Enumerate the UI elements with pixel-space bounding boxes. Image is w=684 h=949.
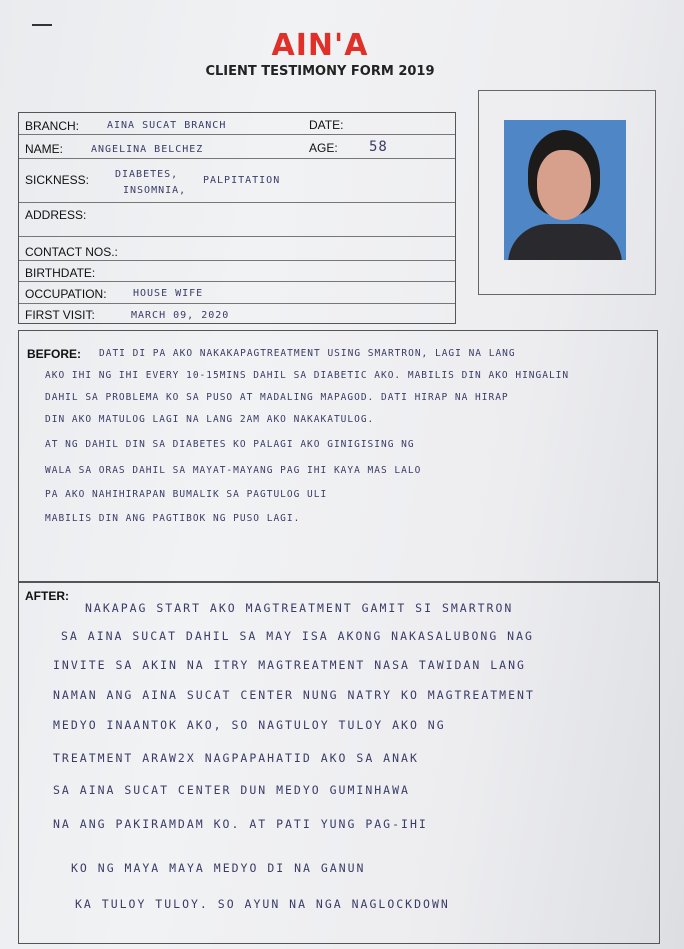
date-label: DATE:	[309, 118, 344, 132]
sickness-label: SICKNESS:	[25, 173, 90, 187]
before-line: AKO IHI NG IHI EVERY 10-15MINS DAHIL SA DIABETIC AKO. MABILIS DIN AKO HINGALIN	[45, 370, 570, 381]
address-row	[19, 203, 455, 237]
after-line: NAMAN ANG AINA SUCAT CENTER NUNG NATRY KO MAGTREATMENT	[53, 688, 535, 702]
name-label: NAME:	[25, 142, 64, 156]
brand-logo: AIN'A	[271, 28, 369, 63]
occupation-row	[19, 282, 455, 304]
after-line: SA AINA SUCAT DAHIL SA MAY ISA AKONG NAKASALUBONG NAG	[61, 629, 534, 643]
name-value: ANGELINA BELCHEZ	[91, 144, 204, 155]
client-info-table	[18, 112, 456, 324]
after-line: MEDYO INAANTOK AKO, SO NAGTULOY TULOY AKO NG	[53, 718, 446, 732]
before-line: PA AKO NAHIHIRAPAN BUMALIK SA PAGTULOG ULI	[45, 489, 328, 500]
before-section	[18, 330, 658, 582]
birthdate-label: BIRTHDATE:	[25, 266, 96, 280]
sickness-value-3: INSOMNIA,	[123, 185, 187, 196]
occupation-value: HOUSE WIFE	[133, 288, 204, 299]
sickness-value-1: DIABETES,	[115, 169, 179, 180]
after-line: NAKAPAG START AKO MAGTREATMENT GAMIT SI SMARTRON	[85, 601, 514, 615]
age-label: AGE:	[309, 141, 338, 155]
before-line: DATI DI PA AKO NAKAKAPAGTREATMENT USING SMARTRON, LAGI NA LANG	[99, 348, 516, 359]
branch-label: BRANCH:	[25, 119, 80, 133]
after-line: TREATMENT ARAW2X NAGPAPAHATID AKO SA ANAK	[53, 751, 419, 765]
after-section	[18, 582, 660, 944]
before-line: AT NG DAHIL DIN SA DIABETES KO PALAGI AKO GINIGISING NG	[45, 439, 415, 450]
age-value: 58	[369, 139, 388, 155]
sickness-value-2: PALPITATION	[203, 175, 281, 186]
after-line: INVITE SA AKIN NA ITRY MAGTREATMENT NASA TAWIDAN LANG	[53, 658, 526, 672]
before-line: DIN AKO MATULOG LAGI NA LANG 2AM AKO NAKAKATULOG.	[45, 414, 375, 425]
pen-mark	[32, 24, 52, 26]
first-visit-label: FIRST VISIT:	[25, 308, 95, 322]
branch-value: AINA SUCAT BRANCH	[107, 120, 227, 131]
after-line: NA ANG PAKIRAMDAM KO. AT PATI YUNG PAG-IHI	[53, 817, 428, 831]
after-line: KO NG MAYA MAYA MEDYO DI NA GANUN	[71, 861, 366, 875]
address-label: ADDRESS:	[25, 208, 87, 222]
contact-row	[19, 237, 455, 261]
contact-label: CONTACT NOS.:	[25, 245, 118, 259]
occupation-label: OCCUPATION:	[25, 287, 107, 301]
before-line: WALA SA ORAS DAHIL SA MAYAT-MAYANG PAG IHI KAYA MAS LALO	[45, 465, 422, 476]
first-visit-row	[19, 304, 455, 325]
birthdate-row	[19, 261, 455, 282]
client-photo	[504, 120, 626, 260]
before-line: DAHIL SA PROBLEMA KO SA PUSO AT MADALING MAPAGOD. DATI HIRAP NA HIRAP	[45, 392, 509, 403]
after-label: AFTER:	[25, 589, 69, 603]
name-row	[19, 135, 455, 159]
before-label: BEFORE:	[27, 347, 81, 361]
sickness-row	[19, 159, 455, 203]
first-visit-value: MARCH 09, 2020	[131, 310, 230, 321]
form-title: CLIENT TESTIMONY FORM 2019	[205, 64, 435, 79]
after-line: KA TULOY TULOY. SO AYUN NA NGA NAGLOCKDOWN	[75, 897, 450, 911]
after-line: SA AINA SUCAT CENTER DUN MEDYO GUMINHAWA	[53, 783, 410, 797]
before-line: MABILIS DIN ANG PAGTIBOK NG PUSO LAGI.	[45, 513, 301, 524]
branch-row	[19, 113, 455, 135]
